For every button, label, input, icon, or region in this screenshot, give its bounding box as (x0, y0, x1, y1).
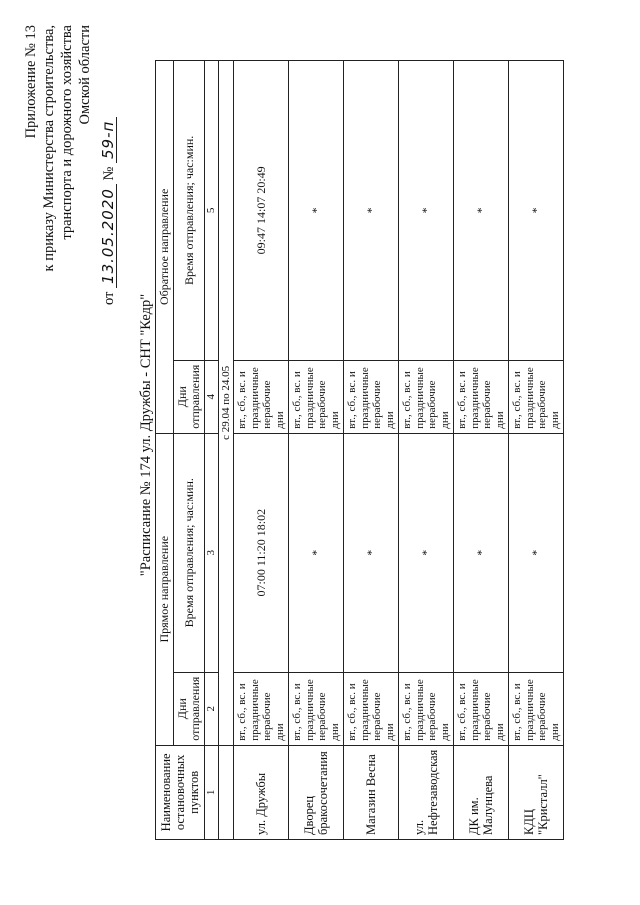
header-direct-direction: Прямое направление (156, 433, 174, 745)
direct-days: вт., сб., вс. и праздничные нерабочие дни (509, 672, 564, 745)
stop-name: Дворец бракосочетания (289, 745, 344, 839)
column-number-5: 5 (205, 61, 219, 361)
reverse-days: вт., сб., вс. и праздничные нерабочие дни (454, 360, 509, 433)
direct-departure-times: * (399, 433, 454, 672)
table-row (399, 61, 454, 840)
reverse-departure-times: * (509, 61, 564, 361)
direct-days: вт., сб., вс. и праздничные нерабочие дни (289, 672, 344, 745)
order-date-handwritten: 13.05.2020 (100, 184, 117, 288)
schedule-table (155, 60, 564, 840)
direct-days: вт., сб., вс. и праздничные нерабочие дни (399, 672, 454, 745)
direct-departure-times: 07:00 11:20 18:02 (234, 433, 289, 672)
appendix-ministry-line: транспорта и дорожного хозяйства (59, 25, 75, 240)
direct-departure-times: * (454, 433, 509, 672)
header-reverse-days: Дни отправления (174, 360, 205, 433)
reverse-departure-times: * (344, 61, 399, 361)
header-direct-time: Время отправления; час:мин. (174, 433, 205, 672)
order-number-handwritten: 59-п (100, 117, 117, 163)
reverse-days: вт., сб., вс. и праздничные нерабочие дни (509, 360, 564, 433)
stop-name: ДК им. Малунцева (454, 745, 509, 839)
reverse-days: вт., сб., вс. и праздничные нерабочие дни (289, 360, 344, 433)
direct-days: вт., сб., вс. и праздничные нерабочие дни (344, 672, 399, 745)
direct-departure-times: * (344, 433, 399, 672)
stop-name: ул. Нефтезаводская (399, 745, 454, 839)
stop-name: Магазин Весна (344, 745, 399, 839)
column-number-2: 2 (205, 672, 219, 745)
column-number-1: 1 (205, 745, 219, 839)
table-row (454, 61, 509, 840)
stop-name: КДЦ "Кристалл" (509, 745, 564, 839)
column-number-4: 4 (205, 360, 219, 433)
header-direct-days: Дни отправления (174, 672, 205, 745)
header-reverse-direction: Обратное направление (156, 61, 174, 434)
reverse-departure-times: * (399, 61, 454, 361)
header-stop-names: Наименование остановочных пунктов (156, 745, 205, 839)
reverse-days: вт., сб., вс. и праздничные нерабочие дни (344, 360, 399, 433)
column-number-3: 3 (205, 433, 219, 672)
direct-departure-times: * (509, 433, 564, 672)
table-row (509, 61, 564, 840)
appendix-number: Приложение № 13 (23, 25, 39, 139)
table-row (234, 61, 289, 840)
stop-name: ул. Дружбы (234, 745, 289, 839)
reverse-days: вт., сб., вс. и праздничные нерабочие дни (399, 360, 454, 433)
direct-days: вт., сб., вс. и праздничные нерабочие дни (234, 672, 289, 745)
schedule-title: "Расписание № 174 ул. Дружбы - СНТ "Кедр" (138, 293, 154, 577)
order-date-number-line (100, 5, 118, 305)
appendix-ref-line: к приказу Министерства строительства, (41, 25, 57, 272)
header-reverse-time: Время отправления; час:мин. (174, 61, 205, 361)
direct-days: вт., сб., вс. и праздничные нерабочие дни (454, 672, 509, 745)
table-row (289, 61, 344, 840)
reverse-departure-times: * (454, 61, 509, 361)
validity-period: с 29.04 по 24.05 (219, 61, 234, 746)
order-number-sign: № (101, 166, 117, 181)
direct-departure-times: * (289, 433, 344, 672)
reverse-departure-times: 09:47 14:07 20:49 (234, 61, 289, 361)
appendix-header (22, 25, 94, 330)
reverse-departure-times: * (289, 61, 344, 361)
order-prefix: от (101, 291, 117, 305)
reverse-days: вт., сб., вс. и праздничные нерабочие дни (234, 360, 289, 433)
table-row (344, 61, 399, 840)
appendix-region-line: Омской области (77, 25, 93, 125)
